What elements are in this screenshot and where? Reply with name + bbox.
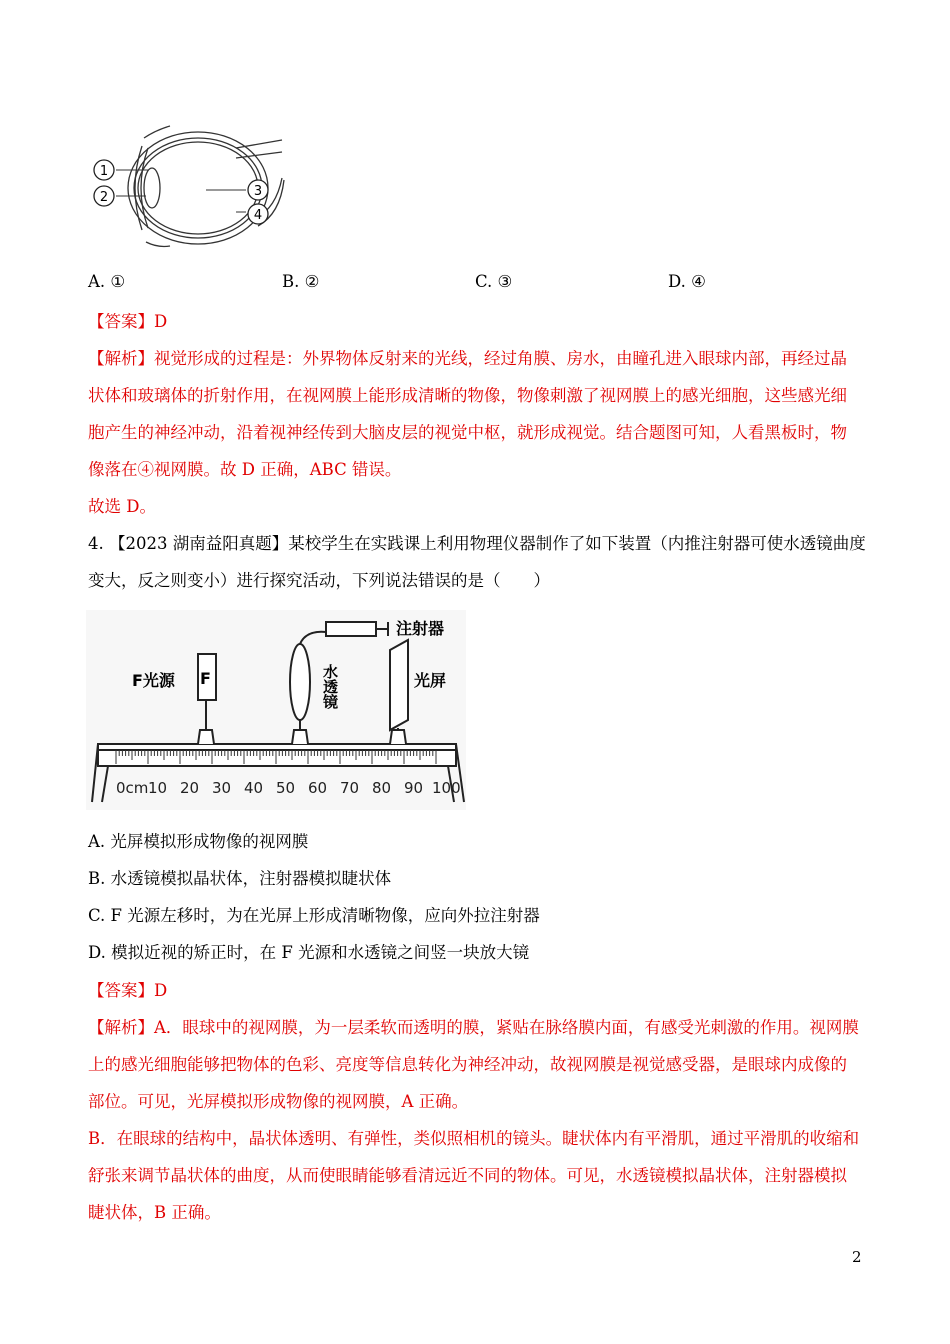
q3-analysis-line: 像落在④视网膜。故 D 正确，ABC 错误。 — [88, 460, 402, 479]
light-source-label: F光源 — [132, 671, 175, 690]
svg-text:2: 2 — [99, 190, 109, 205]
q3-answer: 【答案】D — [88, 312, 168, 331]
q3-option-c: C. ③ — [475, 272, 513, 291]
svg-text:40: 40 — [244, 779, 264, 797]
q3-conclusion: 故选 D。 — [88, 497, 156, 516]
eye-label-1 — [94, 160, 114, 180]
svg-text:0cm: 0cm — [116, 779, 149, 797]
svg-text:F: F — [200, 669, 211, 688]
page-number: 2 — [852, 1248, 862, 1266]
eye-diagram — [86, 118, 286, 248]
svg-text:10: 10 — [148, 779, 168, 797]
svg-text:80: 80 — [372, 779, 392, 797]
q4-stem-line: 4. 【2023 湖南益阳真题】某校学生在实践课上利用物理仪器制作了如下装置（内推注射器可使水透镜曲度 — [88, 534, 866, 553]
eye-label-4 — [248, 204, 268, 224]
svg-text:60: 60 — [308, 779, 328, 797]
svg-text:50: 50 — [276, 779, 296, 797]
q4-option-c: C. F 光源左移时，为在光屏上形成清晰物像，应向外拉注射器 — [88, 906, 540, 925]
svg-text:100: 100 — [432, 779, 461, 797]
q4-analysis-line: 上的感光细胞能够把物体的色彩、亮度等信息转化为神经冲动，故视网膜是视觉感受器，是眼球内成像的 — [88, 1055, 847, 1074]
q4-analysis-line: 睫状体，B 正确。 — [88, 1203, 221, 1222]
eye-label-2 — [94, 186, 114, 206]
q4-option-d: D. 模拟近视的矫正时，在 F 光源和水透镜之间竖一块放大镜 — [88, 943, 530, 962]
optical-bench-figure — [86, 610, 466, 810]
q4-analysis-line: 舒张来调节晶状体的曲度，从而使眼睛能够看清远近不同的物体。可见，水透镜模拟晶状体，注射器模拟 — [88, 1166, 847, 1185]
q3-analysis-line: 状体和玻璃体的折射作用，在视网膜上能形成清晰的物像，物像刺激了视网膜上的感光细胞，这些感光细 — [88, 386, 847, 405]
screen-label: 光屏 — [414, 671, 447, 690]
q4-analysis-line: 【解析】A．眼球中的视网膜，为一层柔软而透明的膜，紧贴在脉络膜内面，有感受光刺激的作用。视网膜 — [88, 1018, 859, 1037]
eye-label-3 — [248, 180, 268, 200]
q3-option-a: A. ① — [88, 272, 126, 291]
q4-analysis-line: B．在眼球的结构中，晶状体透明、有弹性，类似照相机的镜头。睫状体内有平滑肌，通过平滑肌的收缩和 — [88, 1129, 860, 1148]
q4-answer: 【答案】D — [88, 981, 168, 1000]
svg-text:20: 20 — [180, 779, 200, 797]
q4-option-a: A. 光屏模拟形成物像的视网膜 — [88, 832, 309, 851]
q3-analysis-line: 胞产生的神经冲动，沿着视神经传到大脑皮层的视觉中枢，就形成视觉。结合题图可知，人看黑板时，物 — [88, 423, 847, 442]
q3-option-b: B. ② — [282, 272, 320, 291]
q3-option-d: D. ④ — [668, 272, 706, 291]
syringe-label: 注射器 — [396, 619, 445, 638]
q4-analysis-line: 部位。可见，光屏模拟形成物像的视网膜，A 正确。 — [88, 1092, 469, 1111]
svg-text:3: 3 — [253, 184, 263, 199]
q4-option-b: B. 水透镜模拟晶状体，注射器模拟睫状体 — [88, 869, 392, 888]
svg-text:30: 30 — [212, 779, 232, 797]
svg-text:90: 90 — [404, 779, 424, 797]
q4-stem-line: 变大，反之则变小）进行探究活动，下列说法错误的是（ ） — [88, 571, 550, 590]
q3-analysis-line: 【解析】视觉形成的过程是：外界物体反射来的光线，经过角膜、房水，由瞳孔进入眼球内部，再经过晶 — [88, 349, 847, 368]
svg-text:4: 4 — [253, 208, 263, 223]
lens-label: 水透镜 — [321, 664, 339, 709]
svg-text:1: 1 — [99, 164, 109, 179]
svg-text:70: 70 — [340, 779, 360, 797]
